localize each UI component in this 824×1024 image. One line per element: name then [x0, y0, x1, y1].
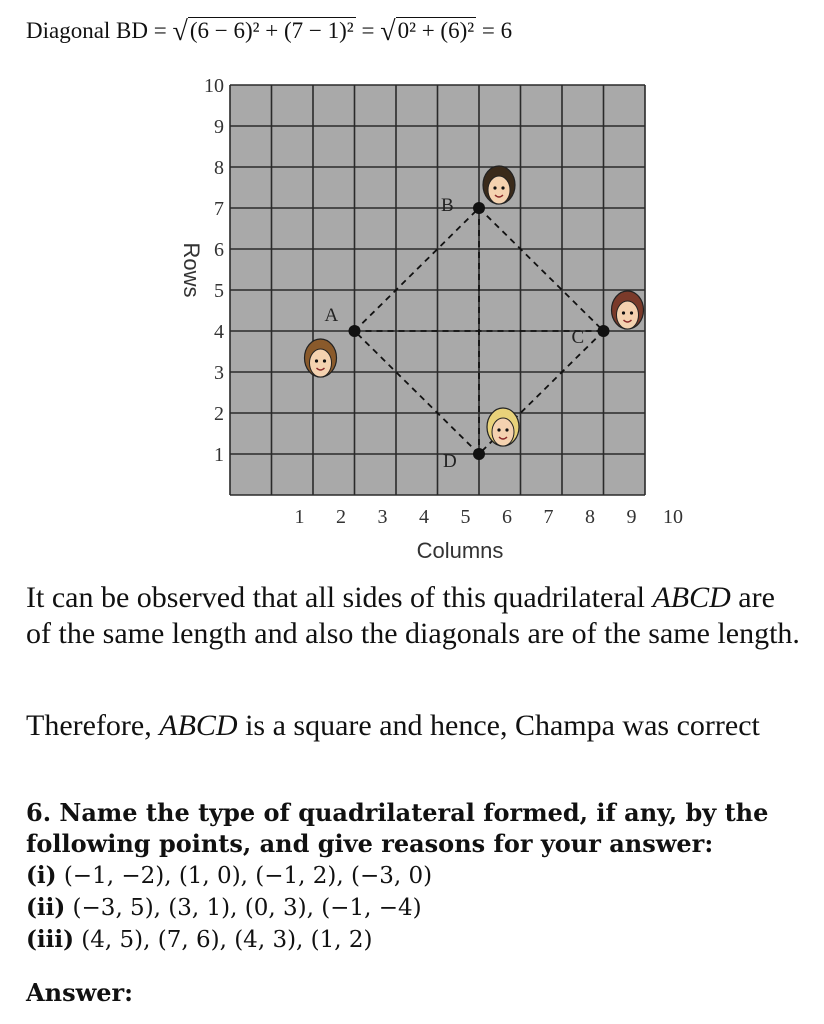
x-tick-label: 6 — [502, 506, 512, 528]
formula-prefix: Diagonal BD = — [26, 18, 173, 43]
paragraph-observation — [26, 580, 806, 652]
x-tick-label: 5 — [460, 506, 471, 528]
y-axis-label: Rows — [179, 242, 204, 298]
y-tick-label: 10 — [204, 75, 224, 97]
para2-text-a: Therefore, — [26, 709, 160, 742]
x-tick-label: 2 — [336, 506, 346, 528]
sqrt-2: √0² + (6)² — [380, 16, 475, 47]
point-label-c: C — [571, 327, 585, 348]
y-tick-label: 4 — [214, 321, 224, 343]
question-6: 6. Name the type of quadrilateral formed, if any, by the following points, and give reasons for your answer: — [26, 798, 769, 858]
person-icon — [483, 166, 515, 204]
answer-heading: Answer: — [26, 978, 134, 1007]
item-ii-points: (−3, 5), (3, 1), (0, 3), (−1, −4) — [65, 895, 422, 921]
person-icon — [305, 339, 337, 377]
item-i-label: (i) — [26, 862, 57, 889]
point-a — [349, 325, 361, 337]
point-d — [473, 448, 485, 460]
para1-abcd: ABCD — [652, 581, 731, 614]
sqrt-1: √(6 − 6)² + (7 − 1)² — [172, 16, 354, 47]
x-tick-label: 1 — [294, 506, 305, 528]
formula-eq: = — [355, 18, 381, 43]
x-tick-label: 9 — [626, 506, 637, 528]
x-tick-label: 4 — [419, 506, 429, 528]
x-tick-label: 3 — [377, 506, 388, 528]
x-axis-label: Columns — [416, 538, 504, 563]
x-tick-label: 7 — [543, 506, 554, 528]
para1-text-a: It can be observed that all sides of this quadrilateral — [26, 581, 653, 614]
radicand-2: 0² + (6)² — [397, 18, 475, 43]
y-tick-label: 6 — [214, 239, 224, 261]
y-tick-label: 3 — [214, 362, 224, 384]
y-tick-label: 2 — [214, 403, 224, 425]
y-tick-label: 8 — [214, 157, 224, 179]
paragraph-conclusion — [26, 708, 806, 744]
para2-text-b: is a square and hence, Champa was correct — [237, 709, 760, 742]
point-label-a: A — [324, 305, 339, 326]
person-icon — [487, 408, 519, 446]
point-label-b: B — [441, 195, 454, 216]
para1-text-b: are of the same length and also the diagonals are of the same length. — [26, 581, 800, 650]
y-tick-label: 5 — [214, 280, 224, 302]
question-item-ii — [26, 893, 422, 923]
item-ii-label: (ii) — [26, 894, 66, 921]
x-tick-label: 10 — [663, 506, 683, 528]
x-tick-labels — [295, 506, 684, 528]
point-c — [598, 325, 610, 337]
y-tick-labels — [204, 75, 224, 466]
x-tick-label: 8 — [585, 506, 595, 528]
person-icon — [612, 291, 644, 329]
point-b — [473, 202, 485, 214]
formula-result: = 6 — [476, 18, 513, 43]
point-label-d: D — [443, 451, 457, 472]
y-tick-label: 9 — [214, 116, 224, 138]
question-item-i — [26, 861, 432, 891]
item-iii-points: (4, 5), (7, 6), (4, 3), (1, 2) — [73, 927, 373, 953]
item-i-points: (−1, −2), (1, 0), (−1, 2), (−3, 0) — [56, 863, 433, 889]
y-tick-label: 7 — [214, 198, 224, 220]
item-iii-label: (iii) — [26, 926, 74, 953]
para2-abcd: ABCD — [159, 709, 238, 742]
radicand-1: (6 − 6)² + (7 − 1)² — [189, 18, 354, 43]
question-item-iii — [26, 925, 373, 955]
y-tick-label: 1 — [214, 444, 224, 466]
